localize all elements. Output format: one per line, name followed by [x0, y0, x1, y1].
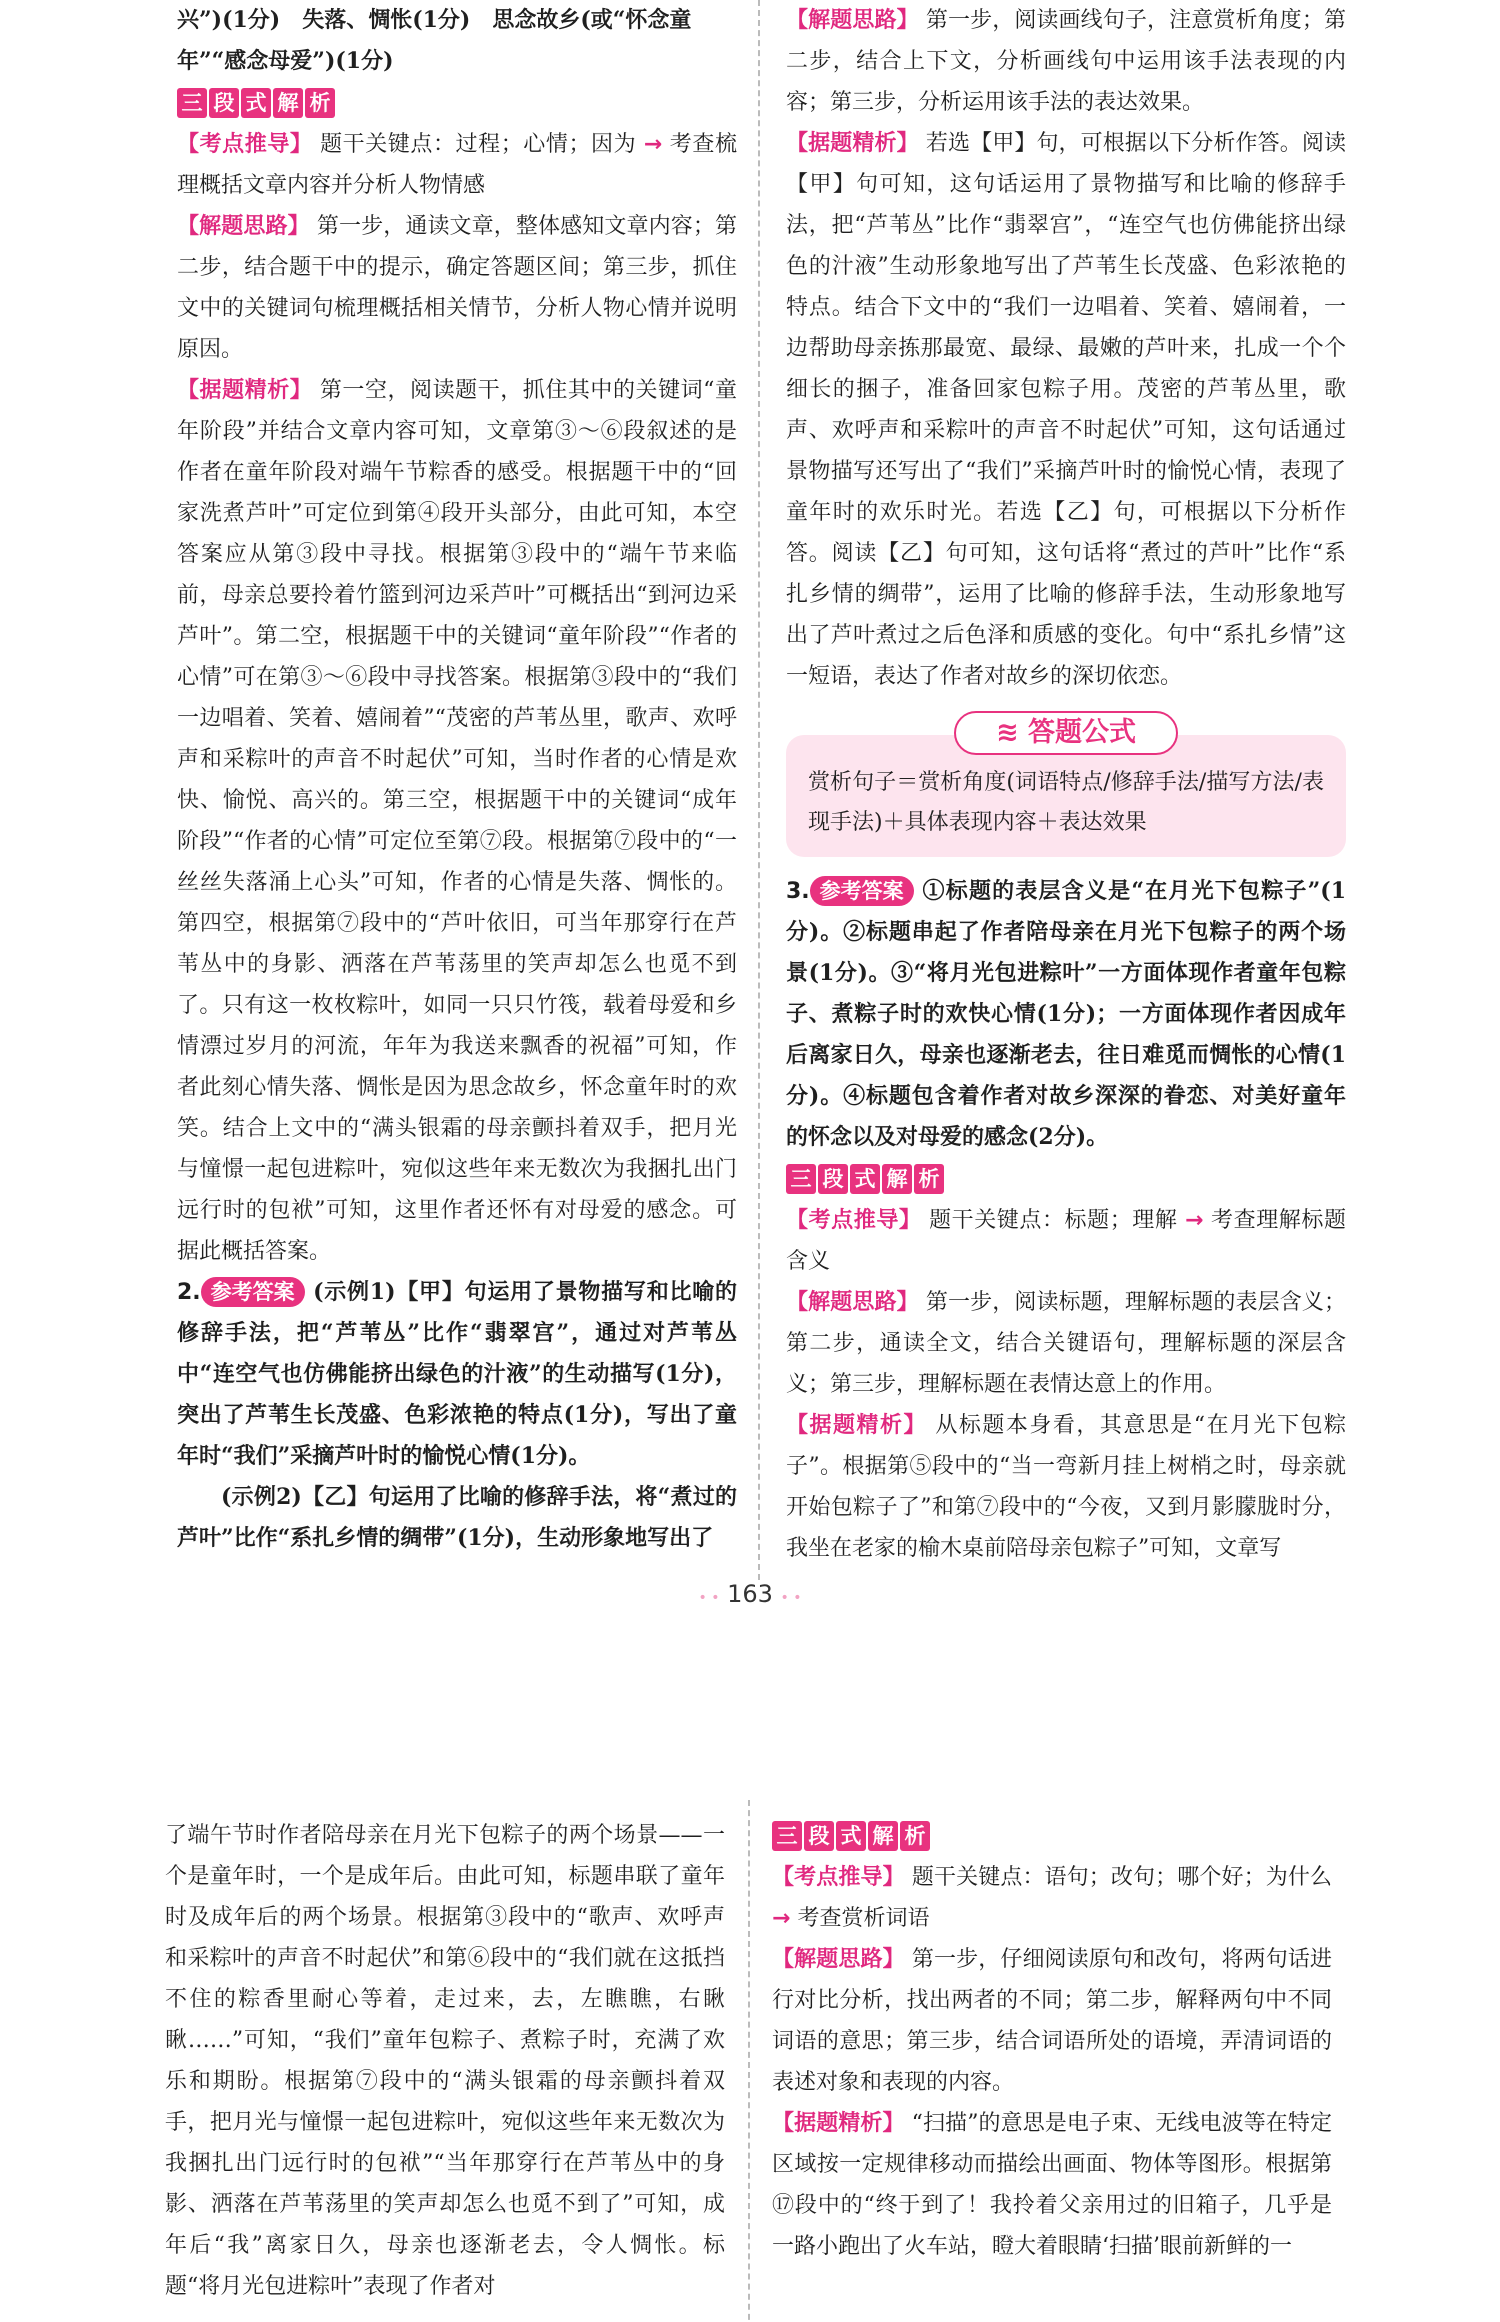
- page-number-text: 163: [727, 1580, 773, 1608]
- jieti-text: 第一步，阅读标题，理解标题的表层含义；第二步，通读全文，结合关键语句，理解标题的深层含义；第三步，理解标题在表情达意上的作用。: [786, 1290, 1346, 1397]
- kaodian-tag: 【考点推导】: [772, 1865, 905, 1890]
- jieti-paragraph: [772, 1939, 1332, 2103]
- jieti-text: 第一步，通读文章，整体感知文章内容；第二步，结合题干中的提示，确定答题区间；第三步，抓住文中的关键词句梳理概括相关情节，分析人物心情并说明原因。: [177, 214, 737, 362]
- sanduan-char: 三: [786, 1164, 816, 1194]
- formula-box: [786, 711, 1346, 857]
- kaodian-text: 题干关键点：标题；理解: [929, 1208, 1178, 1233]
- sanduan-char: 析: [305, 88, 335, 118]
- jieti-text: 析角度；第二步，结合上下文，分析画线句中运用该手法表现的内容；第三步，分析运用该手法的表达效果。: [786, 8, 1346, 115]
- kaodian-text: 题干关键点：过程；心情；因为: [320, 132, 637, 157]
- right-column: [772, 1815, 1332, 2267]
- sanduan-char: 式: [850, 1164, 880, 1194]
- jujie-text: 若选【甲】句，可根据以下分析作答。阅读【甲】句可知，这句话运用了景物描写和比喻的修辞手法，把“芦苇丛”比作“翡翠宫”，“连空气也仿佛能挤出绿色的汁液”生动形象地写出了芦苇生长茂盛、色彩浓艳的特点。结合下文中的“我们一边唱着、笑着、嬉闹着，一边帮助母亲拣那最宽、最绿、最嫩的芦叶来，扎成一个个细长的捆子，准备回家包粽子用。茂密的芦苇丛里，歌声、欢呼声和采粽叶的声音不时起伏”可知，这句话通过景物描写还写出了“我们”采摘芦叶时的愉悦心情，表现了童年时的欢乐时光。若选【乙】句，可根据以下分析作答。阅读【乙】句可知，这句话将“煮过的芦叶”比作“系扎乡情的绸带”，运用了比喻的修辞手法，生动形象地写出了芦叶煮过之后色泽和质感的变化。句中“系扎乡情”这一短语，表达了作者对故乡的深切依恋。: [786, 131, 1346, 689]
- q3-answer: [786, 871, 1346, 1158]
- kaodian-paragraph: [772, 1857, 1332, 1939]
- sanduan-char: 式: [836, 1821, 866, 1851]
- formula-title-text: 答题公式: [1028, 717, 1137, 748]
- jieti-paragraph: [786, 1282, 1346, 1405]
- sanduan-char: 式: [241, 88, 271, 118]
- jujie-tag: 【据题精析】: [177, 378, 313, 403]
- sanduan-char: 解: [273, 88, 303, 118]
- sanduan-char: 析: [914, 1164, 944, 1194]
- formula-icon: ≋: [995, 717, 1019, 748]
- jujie-paragraph: [786, 123, 1346, 697]
- answer-badge: 参考答案: [201, 1277, 305, 1307]
- sanduan-char: 析: [900, 1821, 930, 1851]
- jieti-paragraph: [177, 206, 737, 370]
- sanduan-char: 段: [818, 1164, 848, 1194]
- column-divider: [748, 1800, 750, 2322]
- jujie-tag: 【据题精析】: [786, 1413, 927, 1438]
- arrow-icon: →: [643, 132, 663, 157]
- q3-answer-text: ①标题的表层含义是“在月光下包粽子”(1分)。②标题串起了作者陪母亲在月光下包粽子的两个场景(1分)。③“将月光包进粽叶”一方面体现作者童年包粽子、煮粽子时的欢快心情(1分)；一方面体现作者因成年后离家日久，母亲也逐渐老去，往日难觅而惆怅的心情(1分)。④标题包含着作者对故乡深深的眷恋、对美好童年的怀念以及对母爱的感念(2分)。: [786, 878, 1346, 1150]
- left-column: [177, 0, 737, 1559]
- kaodian-tag: 【考点推导】: [786, 1208, 922, 1233]
- jieti-tag: 【解题思路】: [177, 214, 310, 239]
- sanduan-badge: [772, 1819, 1332, 1853]
- kaodian-paragraph: [786, 1200, 1346, 1282]
- jieti-tag: 【解题思路】: [786, 8, 919, 33]
- kaodian-tag: 【考点推导】: [177, 132, 313, 157]
- page-164: [0, 1760, 1500, 2322]
- jujie-tag: 【据题精析】: [772, 2111, 905, 2136]
- sanduan-char: 解: [882, 1164, 912, 1194]
- dots-icon: • •: [698, 1590, 720, 1606]
- kaodian-result: 考查梳理概括文章内容并分析人物情感: [177, 132, 737, 198]
- sanduan-char: 三: [177, 88, 207, 118]
- sanduan-char: 段: [209, 88, 239, 118]
- dots-icon: • •: [780, 1590, 802, 1606]
- jujie-paragraph-2: [786, 1405, 1346, 1569]
- jujie-text: 从标题本身看，其意思是“在月光下包粽子”。根据第⑤段中的“当一弯新月挂上树梢之时，母亲就开始包粽子了”和第⑦段中的“今夜，又到月影朦胧时分，我坐在老家的榆木桌前陪母亲包粽子”可知，文章写: [786, 1413, 1346, 1561]
- sanduan-badge: [177, 86, 737, 120]
- column-divider: [758, 0, 760, 1580]
- q1-answer-line1: 兴”)(1分) 失落、惆怅(1分) 思念故乡(或“怀念童: [177, 7, 692, 33]
- arrow-icon: →: [1185, 1208, 1204, 1233]
- question-number: 3.: [786, 879, 810, 904]
- q2-answer-text: (示例1)【甲】句运用了景物描写和比喻的修辞手法，把“芦苇丛”比作“翡翠宫”，通过对芦苇丛中“连空气也仿佛能挤出绿色的汁液”的生动描写(1分)，突出了芦苇生长茂盛、色彩浓艳的特点(1分)，写出了童年时“我们”采摘芦叶时的愉悦心情(1分)。: [177, 1279, 737, 1469]
- continued-paragraph: 了端午节时作者陪母亲在月光下包粽子的两个场景——一个是童年时，一个是成年后。由此可知，标题串联了童年时及成年后的两个场景。根据第③段中的“歌声、欢呼声和采粽叶的声音不时起伏”和第⑥段中的“我们就在这抵挡不住的粽香里耐心等着，走过来，去，左瞧瞧，右瞅瞅……”可知，“我们”童年包粽子、煮粽子时，充满了欢乐和期盼。根据第⑦段中的“满头银霜的母亲颤抖着双手，把月光与憧憬一起包进粽叶，宛似这些年来无数次为我捆扎出门远行时的包袱”“当年那穿行在芦苇丛中的身影、洒落在芦苇荡里的笑声却怎么也觅不到了”可知，成年后“我”离家日久，母亲也逐渐老去，令人惆怅。标题“将月光包进粽叶”表现了作者对: [165, 1823, 725, 2299]
- sanduan-badge: [786, 1162, 1346, 1196]
- kaodian-text: 题干关键点：语句；改句；哪个好；为什么: [911, 1865, 1332, 1890]
- kaodian-paragraph: [177, 124, 737, 206]
- formula-title: [954, 711, 1178, 755]
- jujie-text: 第一空，阅读题干，抓住其中的关键词“童年阶段”并结合文章内容可知，文章第③～⑥段叙述的是作者在童年阶段对端午节粽香的感受。根据题干中的“回家洗煮芦叶”可定位到第④段开头部分，由此可知，本空答案应从第③段中寻找。根据第③段中的“端午节来临前，母亲总要拎着竹篮到河边采芦叶”可概括出“到河边采芦叶”。第二空，根据题干中的关键词“童年阶段”“作者的心情”可在第③～⑥段中寻找答案。根据第③段中的“我们一边唱着、笑着、嬉闹着”“茂密的芦苇丛里，歌声、欢呼声和采粽叶的声音不时起伏”可知，当时作者的心情是欢快、愉悦、高兴的。第三空，根据题干中的关键词“成年阶段”“作者的心情”可定位至第⑦段。根据第⑦段中的“一丝丝失落涌上心头”可知，作者的心情是失落、惆怅的。第四空，根据第⑦段中的“芦叶依旧，可当年那穿行在芦苇丛中的身影、洒落在芦苇荡里的笑声却怎么也觅不到了。只有这一枚枚粽叶，如同一只只竹筏，载着母爱和乡情漂过岁月的河流，年年为我送来飘香的祝福”可知，作者此刻心情失落、惆怅是因为思念故乡，怀念童年时的欢笑。结合上文中的“满头银霜的母亲颤抖着双手，把月光与憧憬一起包进粽叶，宛似这些年来无数次为我捆扎出门远行时的包袱”可知，这里作者还怀有对母爱的感念。可据此概括答案。: [177, 378, 737, 1264]
- page-number: [0, 1580, 1500, 1608]
- jieti-text-start: 第一步，阅读画线句子，注意赏: [925, 8, 1236, 33]
- q2-answer-text-2: (示例2)【乙】句运用了比喻的修辞手法，将“煮过的芦叶”比作“系扎乡情的绸带”(1分)，生动形象地写出了: [177, 1484, 737, 1551]
- q1-answer-line2: 年”“感念母爱”)(1分): [177, 48, 394, 74]
- jujie-tag: 【据题精析】: [786, 131, 919, 156]
- sanduan-char: 三: [772, 1821, 802, 1851]
- jieti-tag: 【解题思路】: [786, 1290, 919, 1315]
- jujie-paragraph: [772, 2103, 1332, 2267]
- arrow-icon: →: [772, 1906, 791, 1931]
- page-gap: [0, 1650, 1500, 1760]
- sanduan-char: 解: [868, 1821, 898, 1851]
- jieti-paragraph-top: [786, 0, 1346, 123]
- right-column: [786, 0, 1346, 1569]
- left-column: [165, 1815, 725, 2307]
- jieti-text: 第一步，仔细阅读原句和改句，将两句话进行对比分析，找出两者的不同；第二步，解释两句中不同词语的意思；第三步，结合词语所处的语境，弄清词语的表述对象和表现的内容。: [772, 1947, 1332, 2095]
- kaodian-result: 考查理解标题含义: [786, 1208, 1346, 1274]
- jujie-paragraph: [177, 370, 737, 1272]
- sanduan-char: 段: [804, 1821, 834, 1851]
- q2-answer: [177, 1272, 737, 1477]
- formula-body: 赏析句子＝赏析角度(词语特点/修辞手法/描写方法/表现手法)＋具体表现内容＋表达效果: [786, 735, 1346, 857]
- question-number: 2.: [177, 1280, 201, 1305]
- answer-badge: 参考答案: [810, 876, 914, 906]
- jieti-tag: 【解题思路】: [772, 1947, 905, 1972]
- kaodian-result: 考查赏析词语: [797, 1906, 930, 1931]
- jujie-text: “扫描”的意思是电子束、无线电波等在特定区域按一定规律移动而描绘出画面、物体等图形。根据第⑰段中的“终于到了！我拎着父亲用过的旧箱子，几乎是一路小跑出了火车站，瞪大着眼睛‘扫描’眼前新鲜的一: [772, 2111, 1332, 2259]
